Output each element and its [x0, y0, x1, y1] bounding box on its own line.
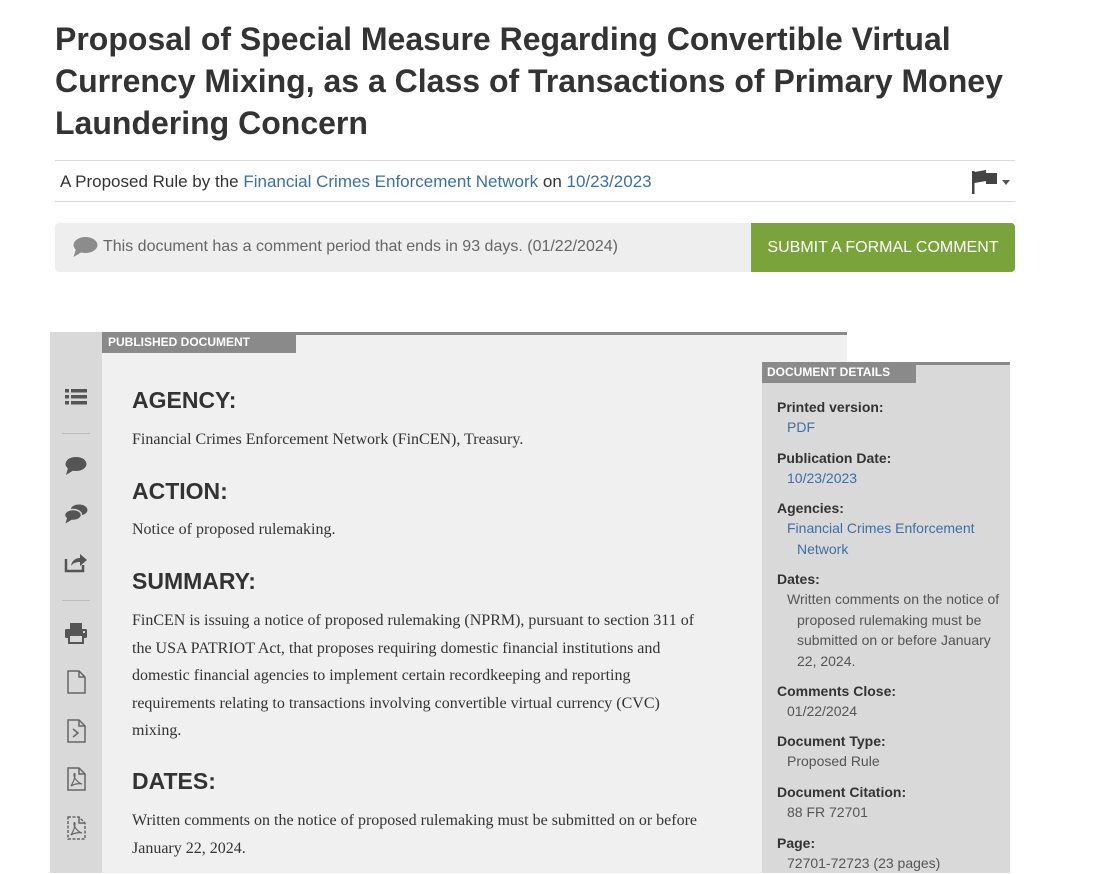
byline-on: on [542, 172, 562, 191]
detail-printed-version [777, 397, 1002, 438]
chevron-down-icon [1001, 177, 1011, 187]
detail-value: Proposed Rule [787, 753, 880, 769]
detail-label: Publication Date: [777, 450, 892, 466]
submit-formal-comment-button[interactable]: SUBMIT A FORMAL COMMENT [751, 223, 1015, 272]
detail-label: Document Citation: [777, 784, 907, 800]
detail-label: Comments Close: [777, 683, 897, 699]
detail-label: Printed version: [777, 399, 884, 415]
byline [55, 160, 1015, 202]
flag-icon [969, 169, 999, 195]
detail-label: Dates: [777, 571, 820, 587]
action-text: Notice of proposed rulemaking. [132, 521, 336, 538]
agency-link[interactable]: Financial Crimes Enforcement Network [243, 172, 539, 191]
share-icon[interactable] [64, 550, 88, 574]
detail-publication-date [777, 448, 1002, 489]
detail-comments-close [777, 681, 1002, 722]
comments-icon[interactable] [64, 502, 88, 526]
detail-value: Written comments on the notice of proposed rulemaking must be submitted on or before January 22, 2024. [787, 591, 1000, 669]
detail-dates [777, 569, 1002, 671]
detail-document-type [777, 731, 1002, 772]
print-icon[interactable] [64, 621, 88, 645]
summary-heading: SUMMARY: [132, 568, 256, 594]
detail-agencies [777, 498, 1002, 559]
detail-label: Page: [777, 835, 816, 851]
document-icon[interactable] [64, 670, 88, 694]
detail-label: Document Type: [777, 733, 886, 749]
dates-heading: DATES: [132, 768, 216, 794]
rail-divider [62, 433, 90, 434]
detail-page [777, 833, 1002, 874]
document-tools-rail [50, 332, 102, 873]
document-details-tab: DOCUMENT DETAILS [762, 362, 916, 383]
published-document-panel [50, 332, 847, 873]
pdf-link[interactable]: PDF [787, 419, 815, 435]
comment-bubble-icon [72, 236, 98, 258]
agency-text: Financial Crimes Enforcement Network (FinCEN), Treasury. [132, 431, 524, 448]
page-title: Proposal of Special Measure Regarding Convertible Virtual Currency Mixing, as a Class of Transactions of Primary Money Laundering Concern [55, 21, 1003, 141]
agency-detail-link[interactable]: Financial Crimes Enforcement Network [787, 520, 975, 557]
pdf-icon[interactable] [64, 767, 88, 791]
agency-heading: AGENCY: [132, 387, 237, 413]
document-text-icon[interactable] [64, 719, 88, 743]
comment-period-message: This document has a comment period that ends in 93 days. (01/22/2024) [103, 238, 618, 255]
rail-divider [62, 600, 90, 601]
byline-prefix: A Proposed Rule by the [60, 172, 239, 191]
publication-date-link[interactable]: 10/23/2023 [566, 172, 652, 191]
detail-value: 88 FR 72701 [787, 804, 868, 820]
comment-icon[interactable] [64, 454, 88, 478]
publication-date-detail-link[interactable]: 10/23/2023 [787, 470, 858, 486]
detail-label: Agencies: [777, 500, 844, 516]
document-details-panel [762, 362, 1010, 873]
pdf-alt-icon[interactable] [64, 816, 88, 840]
detail-document-citation [777, 782, 1002, 823]
detail-value: 72701-72723 (23 pages) [787, 855, 941, 871]
summary-text: FinCEN is issuing a notice of proposed rulemaking (NPRM), pursuant to section 311 of the USA PATRIOT Act, that proposes requiring domestic financial institutions and domestic financial agencies to implement certain recordkeeping and reporting requirements relating to transactions involving convertible virtual currency (CVC) mixing. [132, 612, 695, 739]
action-heading: ACTION: [132, 478, 228, 504]
list-icon[interactable] [64, 385, 88, 409]
flag-menu[interactable] [969, 169, 1015, 195]
published-document-tab: PUBLISHED DOCUMENT [102, 332, 296, 353]
comment-period-bar [55, 223, 1015, 272]
detail-value: 01/22/2024 [787, 703, 858, 719]
byline-text [60, 172, 652, 192]
dates-text: Written comments on the notice of proposed rulemaking must be submitted on or before January 22, 2024. [132, 812, 697, 857]
